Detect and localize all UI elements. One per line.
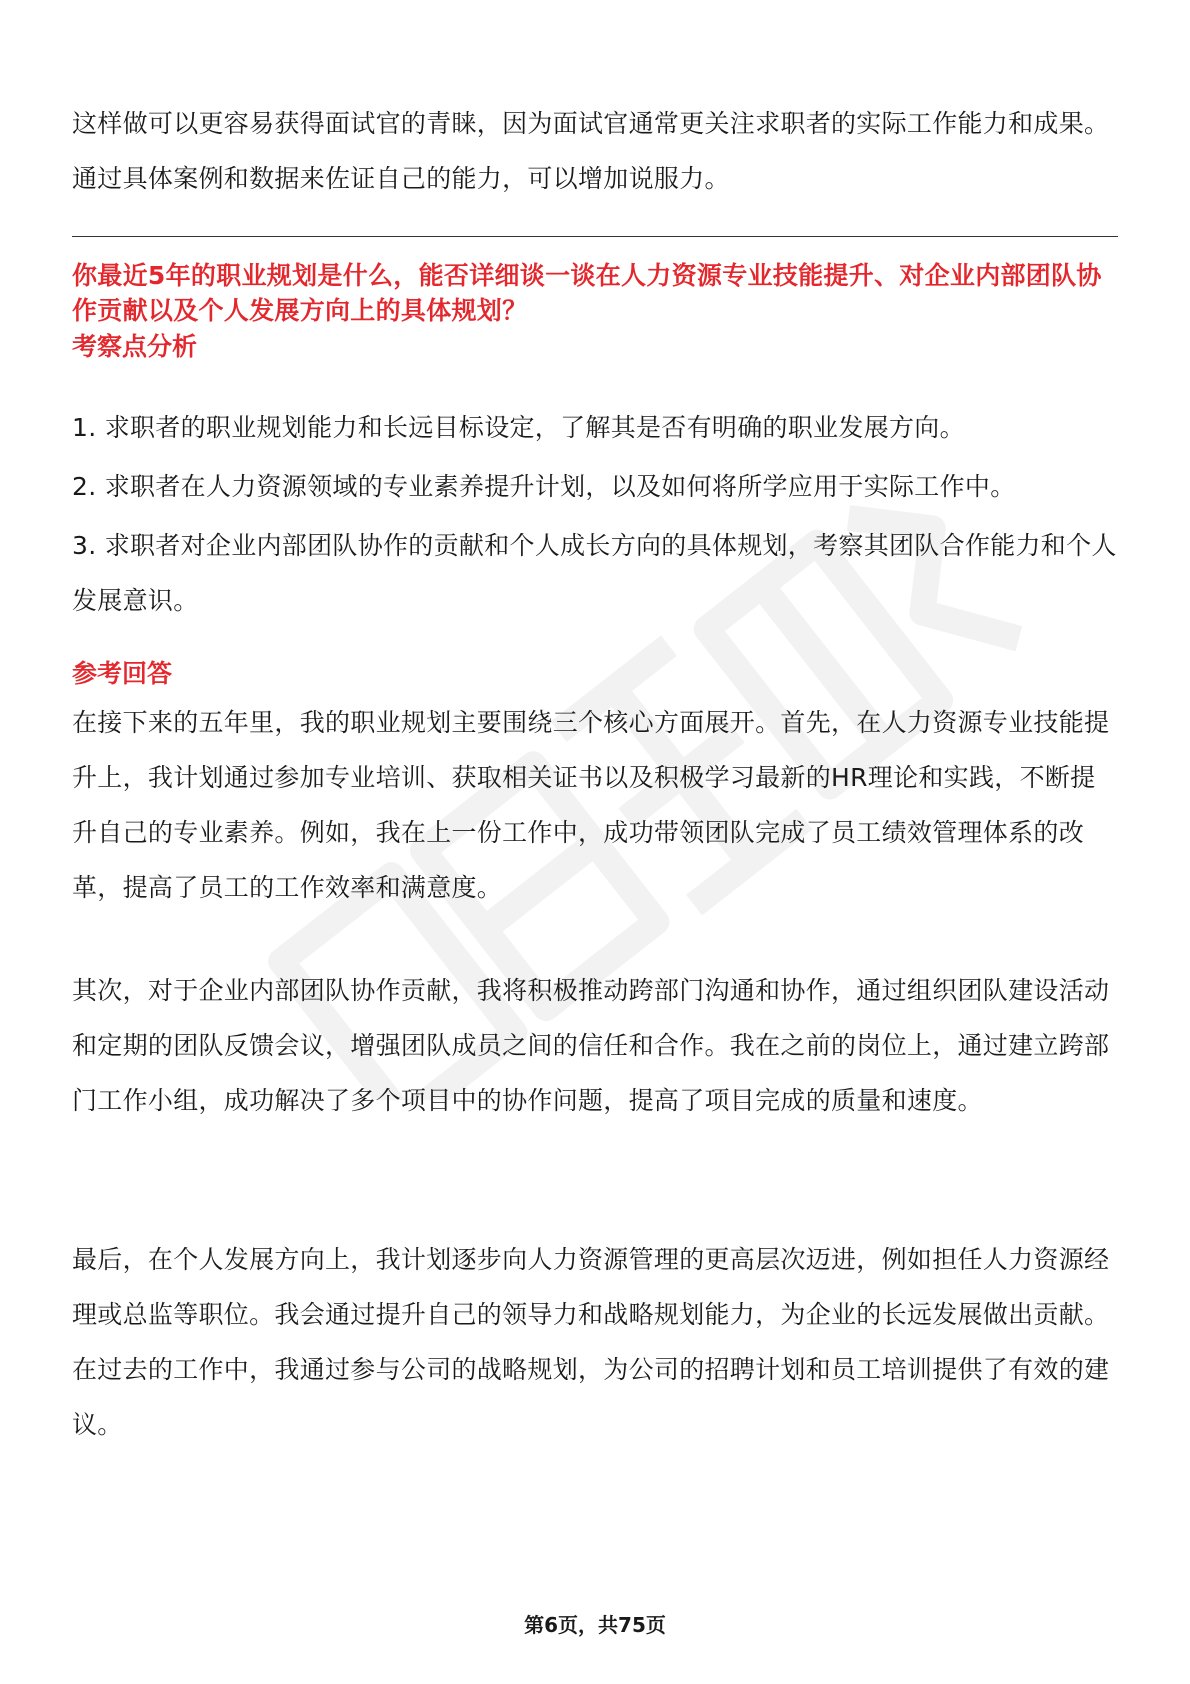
page-number: 第6页，共75页 xyxy=(524,1613,666,1637)
analysis-heading: 考察点分析 xyxy=(72,332,198,361)
section-divider xyxy=(72,236,1118,237)
analysis-item-2: 2. 求职者在人力资源领域的专业素养提升计划，以及如何将所学应用于实际工作中。 xyxy=(72,472,1016,501)
analysis-item-3: 3. 求职者对企业内部团队协作的贡献和个人成长方向的具体规划，考察其团队合作能力和个人发展意识。 xyxy=(72,531,1117,615)
intro-paragraph: 这样做可以更容易获得面试官的青睐，因为面试官通常更关注求职者的实际工作能力和成果。通过具体案例和数据来佐证自己的能力，可以增加说服力。 xyxy=(72,109,1110,193)
answer-paragraph-2: 其次，对于企业内部团队协作贡献，我将积极推动跨部门沟通和协作，通过组织团队建设活动和定期的团队反馈会议，增强团队成员之间的信任和合作。我在之前的岗位上，通过建立跨部门工作小组，成功解决了多个项目中的协作问题，提高了项目完成的质量和速度。 xyxy=(72,976,1110,1115)
answer-heading: 参考回答 xyxy=(72,659,173,688)
answer-paragraph-3: 最后，在个人发展方向上，我计划逐步向人力资源管理的更高层次迈进，例如担任人力资源经理或总监等职位。我会通过提升自己的领导力和战略规划能力，为企业的长远发展做出贡献。在过去的工作中，我通过参与公司的战略规划，为公司的招聘计划和员工培训提供了有效的建议。 xyxy=(72,1245,1110,1439)
answer-paragraph-1: 在接下来的五年里，我的职业规划主要围绕三个核心方面展开。首先，在人力资源专业技能提升上，我计划通过参加专业培训、获取相关证书以及积极学习最新的HR理论和实践，不断提升自己的专业素养。例如，我在上一份工作中，成功带领团队完成了员工绩效管理体系的改革，提高了员工的工作效率和满意度。 xyxy=(72,708,1110,902)
analysis-list xyxy=(72,400,1118,632)
question-title: 你最近5年的职业规划是什么，能否详细谈一谈在人力资源专业技能提升、对企业内部团队协作贡献以及个人发展方向上的具体规划？ xyxy=(72,261,1102,325)
analysis-item-1: 1. 求职者的职业规划能力和长远目标设定，了解其是否有明确的职业发展方向。 xyxy=(72,413,965,442)
